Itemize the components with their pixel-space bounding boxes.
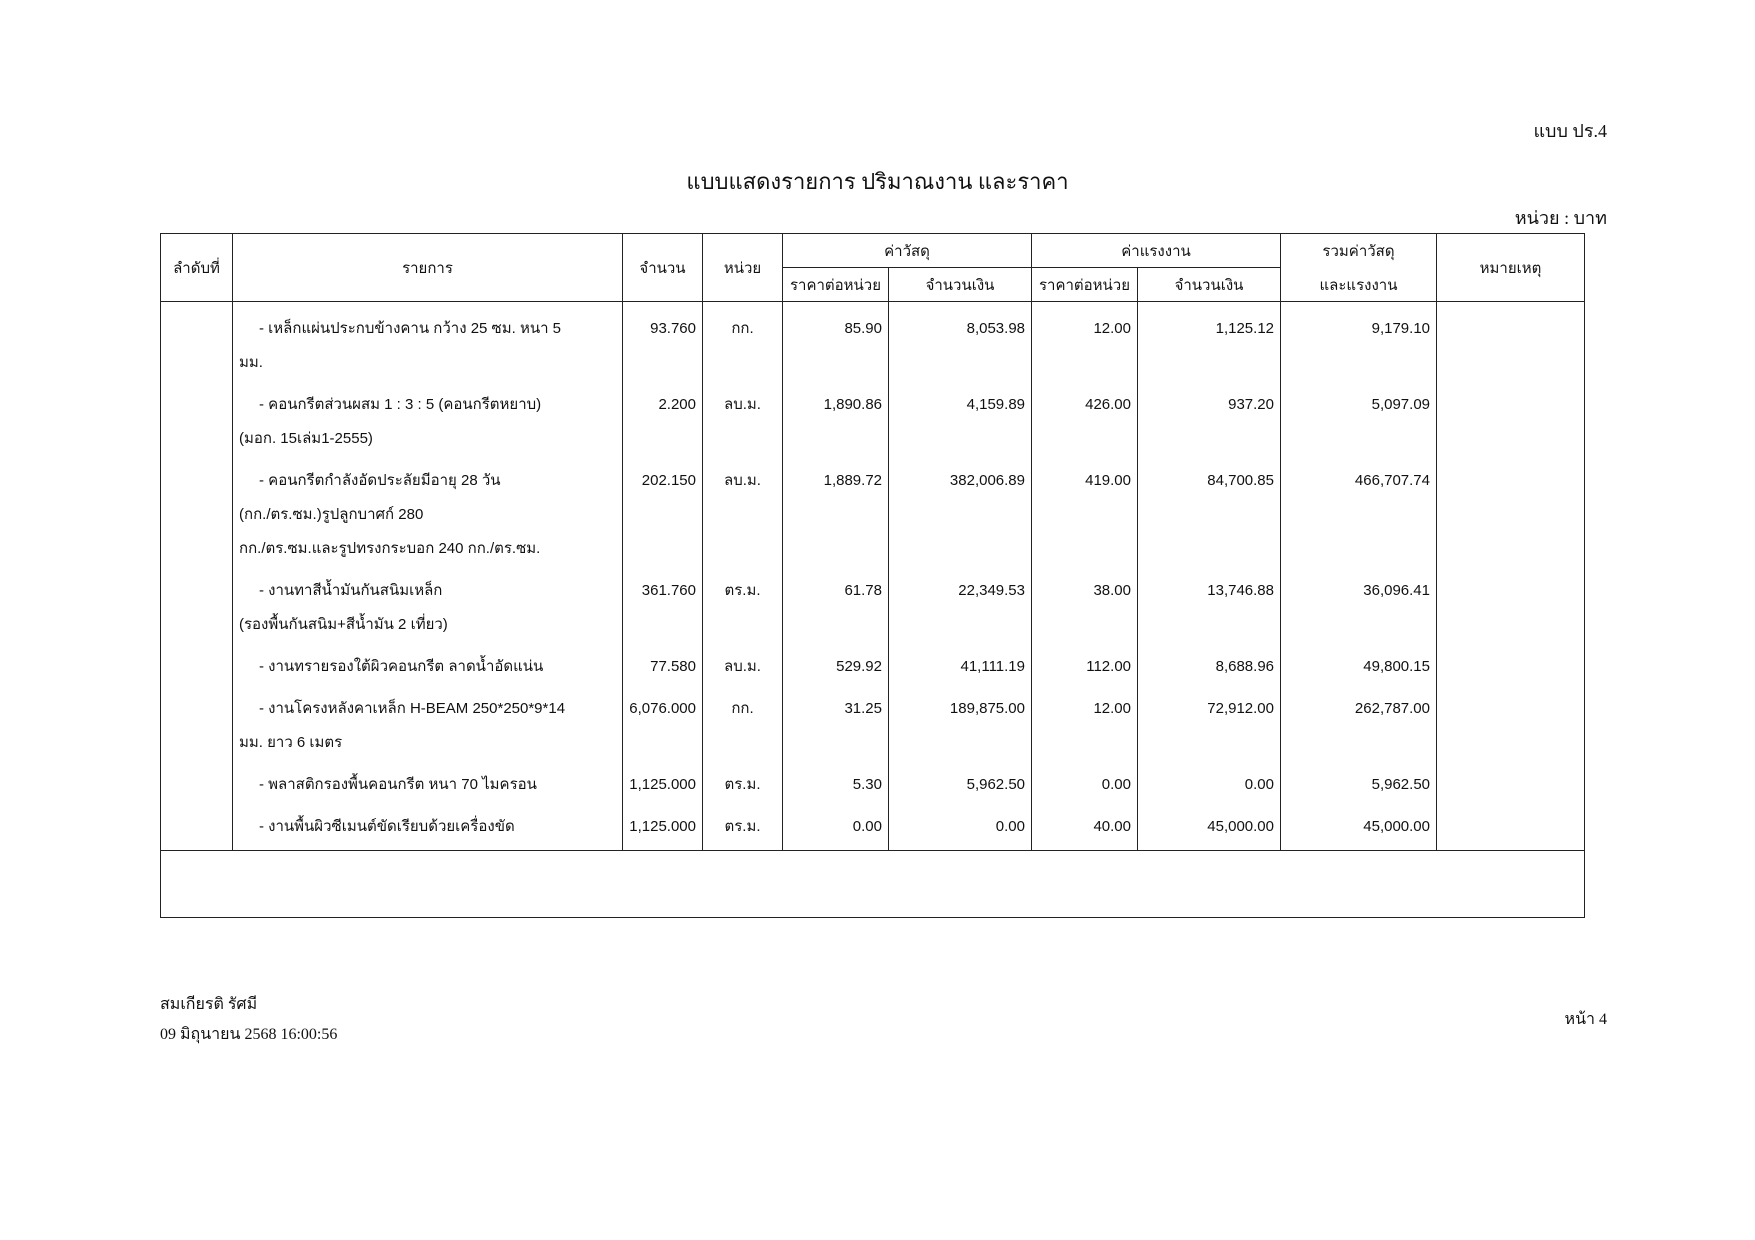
- page-title: แบบแสดงรายการ ปริมาณงาน และราคา: [686, 169, 1069, 194]
- cell-quantity: 1,125.000: [623, 806, 703, 851]
- header-total-line1: รวมค่าวัสดุ: [1322, 242, 1395, 260]
- cell-material-amount: 4,159.89: [889, 384, 1032, 460]
- cell-labor-amount: 1,125.12: [1138, 302, 1281, 385]
- table-header: [161, 234, 1585, 302]
- currency-unit-label: หน่วย : บาท: [1514, 208, 1607, 228]
- table-row: [161, 302, 1585, 385]
- cell-material-unit-price: 0.00: [783, 806, 889, 851]
- cell-seq: [161, 302, 233, 385]
- item-description-line: (รองพื้นกันสนิม+สีน้ำมัน 2 เที่ยว): [239, 616, 448, 633]
- cell-material-unit-price: 5.30: [783, 764, 889, 806]
- cell-quantity: 1,125.000: [623, 764, 703, 806]
- item-description-line: - งานทรายรองใต้ผิวคอนกรีต ลาดน้ำอัดแน่น: [259, 658, 544, 675]
- cell-labor-unit-price: 12.00: [1032, 302, 1138, 385]
- cell-labor-unit-price: 0.00: [1032, 764, 1138, 806]
- cell-remark: [1437, 570, 1585, 646]
- cell-material-amount: 5,962.50: [889, 764, 1032, 806]
- cell-total: 262,787.00: [1281, 688, 1437, 764]
- header-seq: ลำดับที่: [161, 234, 233, 302]
- cell-material-amount: 41,111.19: [889, 646, 1032, 688]
- item-description-line: - พลาสติกรองพื้นคอนกรีต หนา 70 ไมครอน: [259, 776, 537, 793]
- cell-item-description: [233, 806, 623, 851]
- header-quantity: จำนวน: [623, 234, 703, 302]
- table-row: [161, 806, 1585, 851]
- table-row: [161, 646, 1585, 688]
- cell-labor-amount: 72,912.00: [1138, 688, 1281, 764]
- table-body: [161, 302, 1585, 851]
- form-code: แบบ ปร.4: [1533, 121, 1607, 141]
- cell-seq: [161, 460, 233, 570]
- item-description-line: มม.: [239, 354, 263, 371]
- item-description-line: - งานทาสีน้ำมันกันสนิมเหล็ก: [259, 582, 443, 599]
- cell-total: 36,096.41: [1281, 570, 1437, 646]
- cell-item-description: [233, 570, 623, 646]
- cell-material-amount: 22,349.53: [889, 570, 1032, 646]
- cell-total: 5,097.09: [1281, 384, 1437, 460]
- cell-remark: [1437, 688, 1585, 764]
- cell-labor-amount: 0.00: [1138, 764, 1281, 806]
- cell-seq: [161, 646, 233, 688]
- cell-material-amount: 382,006.89: [889, 460, 1032, 570]
- table-footer-row: [161, 851, 1585, 918]
- cell-material-amount: 189,875.00: [889, 688, 1032, 764]
- cell-seq: [161, 806, 233, 851]
- cell-unit: กก.: [703, 688, 783, 764]
- preparer-name: สมเกียรติ รัศมี: [160, 996, 258, 1013]
- cell-quantity: 202.150: [623, 460, 703, 570]
- cell-labor-unit-price: 419.00: [1032, 460, 1138, 570]
- cell-item-description: [233, 688, 623, 764]
- cell-unit: ลบ.ม.: [703, 646, 783, 688]
- item-description-line: - งานโครงหลังคาเหล็ก H-BEAM 250*250*9*14: [259, 700, 566, 717]
- cell-item-description: [233, 764, 623, 806]
- header-item: รายการ: [233, 234, 623, 302]
- header-labor-unit-price: ราคาต่อหน่วย: [1032, 268, 1138, 302]
- header-material-amount: จำนวนเงิน: [889, 268, 1032, 302]
- cell-quantity: 361.760: [623, 570, 703, 646]
- cell-material-unit-price: 1,890.86: [783, 384, 889, 460]
- cell-unit: ตร.ม.: [703, 570, 783, 646]
- cell-labor-unit-price: 38.00: [1032, 570, 1138, 646]
- cell-remark: [1437, 302, 1585, 385]
- cell-total: 5,962.50: [1281, 764, 1437, 806]
- item-description-line: (กก./ตร.ซม.)รูปลูกบาศก์ 280: [239, 506, 424, 523]
- cell-item-description: [233, 646, 623, 688]
- cell-total: 45,000.00: [1281, 806, 1437, 851]
- header-labor-amount: จำนวนเงิน: [1138, 268, 1281, 302]
- cell-seq: [161, 688, 233, 764]
- table-row: [161, 688, 1585, 764]
- table-row: [161, 570, 1585, 646]
- cell-material-unit-price: 529.92: [783, 646, 889, 688]
- item-description-line: มม. ยาว 6 เมตร: [239, 734, 343, 751]
- cell-labor-unit-price: 426.00: [1032, 384, 1138, 460]
- cell-total: 49,800.15: [1281, 646, 1437, 688]
- header-remark: หมายเหตุ: [1437, 234, 1585, 302]
- page-number: หน้า 4: [1564, 1011, 1607, 1028]
- item-description-line: กก./ตร.ซม.และรูปทรงกระบอก 240 กก./ตร.ซม.: [239, 540, 541, 557]
- cell-material-unit-price: 85.90: [783, 302, 889, 385]
- cell-labor-amount: 45,000.00: [1138, 806, 1281, 851]
- item-description-line: (มอก. 15เล่ม1-2555): [239, 430, 373, 447]
- header-total-line2: และแรงงาน: [1319, 276, 1398, 294]
- header-material-cost: ค่าวัสดุ: [783, 234, 1032, 268]
- table-row: [161, 460, 1585, 570]
- cell-labor-amount: 8,688.96: [1138, 646, 1281, 688]
- cell-labor-unit-price: 40.00: [1032, 806, 1138, 851]
- cell-quantity: 6,076.000: [623, 688, 703, 764]
- table-footer-cell: [161, 851, 1585, 918]
- item-description-line: - คอนกรีตกำลังอัดประลัยมีอายุ 28 วัน: [259, 472, 501, 489]
- cell-quantity: 2.200: [623, 384, 703, 460]
- cell-seq: [161, 764, 233, 806]
- cell-unit: ตร.ม.: [703, 764, 783, 806]
- cell-seq: [161, 570, 233, 646]
- cell-material-unit-price: 61.78: [783, 570, 889, 646]
- cell-material-amount: 0.00: [889, 806, 1032, 851]
- cell-labor-amount: 84,700.85: [1138, 460, 1281, 570]
- header-total: [1281, 234, 1437, 302]
- table-row: [161, 384, 1585, 460]
- cell-quantity: 77.580: [623, 646, 703, 688]
- cell-item-description: [233, 302, 623, 385]
- cell-labor-unit-price: 12.00: [1032, 688, 1138, 764]
- cell-quantity: 93.760: [623, 302, 703, 385]
- cell-remark: [1437, 460, 1585, 570]
- cell-remark: [1437, 806, 1585, 851]
- cell-labor-unit-price: 112.00: [1032, 646, 1138, 688]
- cell-material-unit-price: 31.25: [783, 688, 889, 764]
- cell-item-description: [233, 384, 623, 460]
- cell-total: 9,179.10: [1281, 302, 1437, 385]
- cell-material-amount: 8,053.98: [889, 302, 1032, 385]
- bill-of-quantities-table: [160, 233, 1585, 918]
- item-description-line: - งานพื้นผิวซีเมนต์ขัดเรียบด้วยเครื่องขัด: [259, 818, 515, 835]
- cell-remark: [1437, 764, 1585, 806]
- table-row: [161, 764, 1585, 806]
- cell-unit: กก.: [703, 302, 783, 385]
- cell-labor-amount: 13,746.88: [1138, 570, 1281, 646]
- header-unit: หน่วย: [703, 234, 783, 302]
- item-description-line: - เหล็กแผ่นประกบข้างคาน กว้าง 25 ซม. หนา 5: [259, 320, 562, 337]
- header-material-unit-price: ราคาต่อหน่วย: [783, 268, 889, 302]
- cell-unit: ลบ.ม.: [703, 384, 783, 460]
- cell-remark: [1437, 384, 1585, 460]
- header-labor-cost: ค่าแรงงาน: [1032, 234, 1281, 268]
- cell-seq: [161, 384, 233, 460]
- cell-item-description: [233, 460, 623, 570]
- print-timestamp: 09 มิถุนายน 2568 16:00:56: [160, 1026, 338, 1043]
- cell-material-unit-price: 1,889.72: [783, 460, 889, 570]
- item-description-line: - คอนกรีตส่วนผสม 1 : 3 : 5 (คอนกรีตหยาบ): [259, 396, 542, 413]
- cell-total: 466,707.74: [1281, 460, 1437, 570]
- cell-unit: ลบ.ม.: [703, 460, 783, 570]
- cell-unit: ตร.ม.: [703, 806, 783, 851]
- cell-remark: [1437, 646, 1585, 688]
- cell-labor-amount: 937.20: [1138, 384, 1281, 460]
